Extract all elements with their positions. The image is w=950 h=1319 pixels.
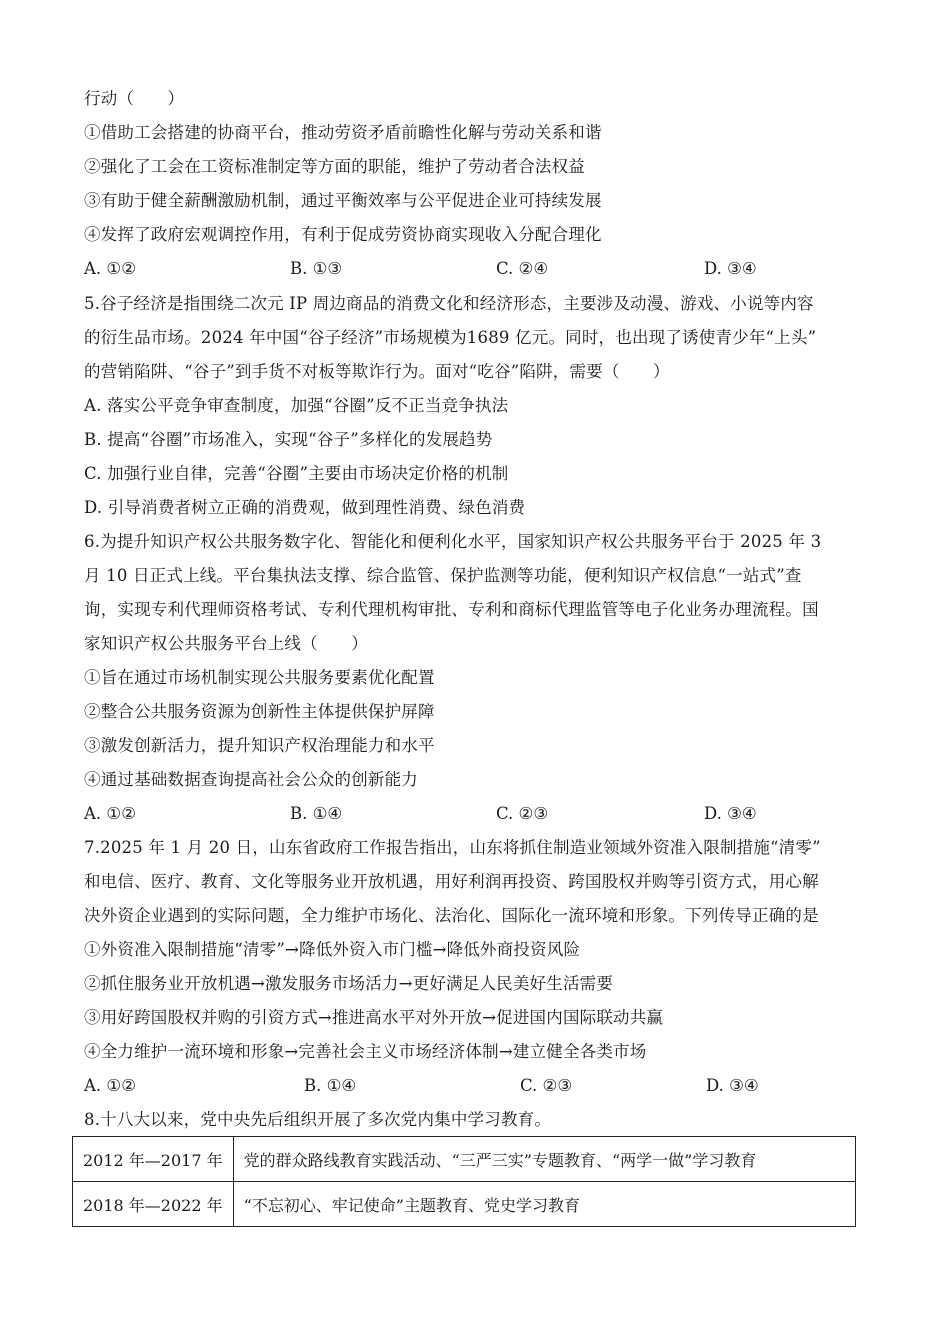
q4-item-4: ④发挥了政府宏观调控作用，有利于促成劳资协商实现收入分配合理化 <box>84 225 602 244</box>
q7-item-3: ③用好跨国股权并购的引资方式→推进高水平对外开放→促进国内国际联动共赢 <box>84 1008 664 1027</box>
q5-option-b: B. 提高“谷圈”市场准入，实现“谷子”多样化的发展趋势 <box>84 430 493 449</box>
q7-item-1: ①外资准入限制措施“清零”→降低外资入市门槛→降低外商投资风险 <box>84 940 581 959</box>
q6-option-b: B. ①④ <box>290 804 343 823</box>
q7-option-d: D. ③④ <box>706 1076 759 1095</box>
q7-stem-line-3: 决外资企业遇到的实际问题，全力维护市场化、法治化、国际化一流环境和形象。下列传导正确的是 <box>84 906 819 925</box>
q5-stem-line-1: 5.谷子经济是指围绕二次元 IP 周边商品的消费文化和经济形态，主要涉及动漫、游戏、小说等内容 <box>84 294 814 313</box>
q6-stem-line-2: 月 10 日正式上线。平台集执法支撑、综合监管、保护监测等功能，便利知识产权信息“一站式”查 <box>84 566 802 585</box>
q5-option-a: A. 落实公平竞争审查制度，加强“谷圈”反不正当竞争执法 <box>84 396 509 415</box>
table-cell-content: 党的群众路线教育实践活动、“三严三实”专题教育、“两学一做”学习教育 <box>233 1137 855 1182</box>
q7-option-b: B. ①④ <box>304 1076 357 1095</box>
q4-option-b: B. ①③ <box>290 259 343 278</box>
q4-stem-tail: 行动（ ） <box>84 89 185 108</box>
q6-option-a: A. ①② <box>84 804 136 823</box>
table-cell-period: 2012 年—2017 年 <box>73 1137 234 1182</box>
q7-stem-line-1: 7.2025 年 1 月 20 日，山东省政府工作报告指出，山东将抓住制造业领域外资准入限制措施“清零” <box>84 838 821 857</box>
q8-table <box>72 1136 856 1227</box>
q7-item-4: ④全力维护一流环境和形象→完善社会主义市场经济体制→建立健全各类市场 <box>84 1042 647 1061</box>
q6-item-3: ③激发创新活力，提升知识产权治理能力和水平 <box>84 736 435 755</box>
q5-option-d: D. 引导消费者树立正确的消费观，做到理性消费、绿色消费 <box>84 498 526 517</box>
table-row <box>73 1137 856 1182</box>
q7-item-2: ②抓住服务业开放机遇→激发服务市场活力→更好满足人民美好生活需要 <box>84 974 614 993</box>
q8-stem: 8.十八大以来，党中央先后组织开展了多次党内集中学习教育。 <box>84 1110 552 1129</box>
q6-stem-line-4: 家知识产权公共服务平台上线（ ） <box>84 634 368 653</box>
q6-stem-line-1: 6.为提升知识产权公共服务数字化、智能化和便利化水平，国家知识产权公共服务平台于 2025 年 3 <box>84 532 822 551</box>
q6-option-c: C. ②③ <box>496 804 549 823</box>
q4-item-3: ③有助于健全薪酬激励机制，通过平衡效率与公平促进企业可持续发展 <box>84 191 602 210</box>
q6-item-2: ②整合公共服务资源为创新性主体提供保护屏障 <box>84 702 435 721</box>
q4-option-d: D. ③④ <box>704 259 757 278</box>
q7-stem-line-2: 和电信、医疗、教育、文化等服务业开放机遇，用好利润再投资、跨国股权并购等引资方式，用心解 <box>84 872 819 891</box>
q7-option-c: C. ②③ <box>520 1076 573 1095</box>
q4-item-1: ①借助工会搭建的协商平台，推动劳资矛盾前瞻性化解与劳动关系和谐 <box>84 123 602 142</box>
table-cell-period: 2018 年—2022 年 <box>73 1182 234 1227</box>
q6-item-1: ①旨在通过市场机制实现公共服务要素优化配置 <box>84 668 435 687</box>
q5-stem-line-3: 的营销陷阱、“谷子”到手货不对板等欺诈行为。面对“吃谷”陷阱，需要（ ） <box>84 362 670 381</box>
q6-item-4: ④通过基础数据查询提高社会公众的创新能力 <box>84 770 418 789</box>
q7-option-a: A. ①② <box>84 1076 136 1095</box>
q5-stem-line-2: 的衍生品市场。2024 年中国“谷子经济”市场规模为1689 亿元。同时，也出现了诱使青少年“上头” <box>84 328 817 347</box>
q5-option-c: C. 加强行业自律，完善“谷圈”主要由市场决定价格的机制 <box>84 464 509 483</box>
q4-option-c: C. ②④ <box>496 259 549 278</box>
table-cell-content: “不忘初心、牢记使命”主题教育、党史学习教育 <box>233 1182 855 1227</box>
q6-option-d: D. ③④ <box>704 804 757 823</box>
table-row <box>73 1182 856 1227</box>
q4-item-2: ②强化了工会在工资标准制定等方面的职能，维护了劳动者合法权益 <box>84 157 585 176</box>
q4-option-a: A. ①② <box>84 259 136 278</box>
q6-stem-line-3: 询，实现专利代理师资格考试、专利代理机构审批、专利和商标代理监管等电子化业务办理流程。国 <box>84 600 819 619</box>
